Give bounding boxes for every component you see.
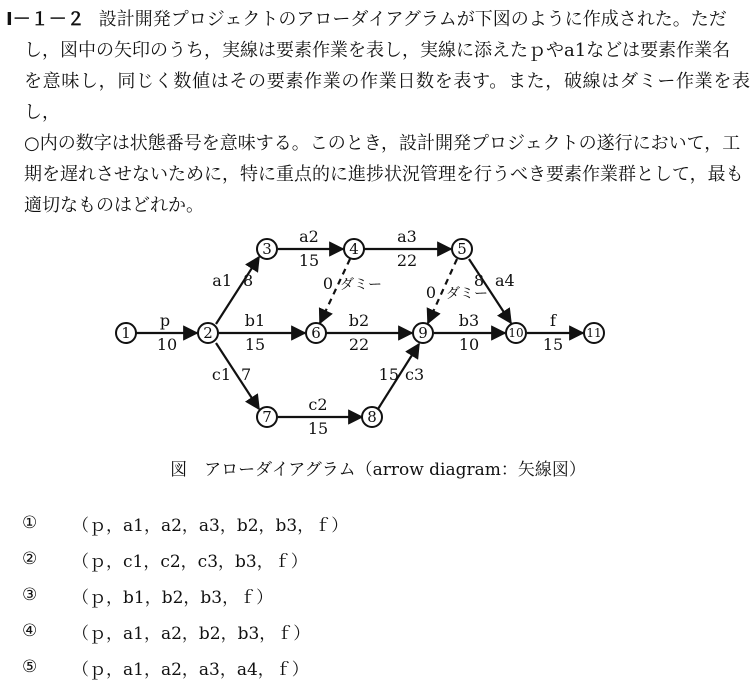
svg-text:5: 5 (457, 240, 467, 258)
option-5[interactable] (22, 649, 722, 685)
node-8 (362, 407, 382, 427)
label-a2-name: a2 (299, 227, 319, 246)
option-1[interactable] (22, 505, 722, 541)
label-f-days: 15 (542, 335, 564, 354)
node-5 (452, 239, 472, 259)
question-line-6: 適切なものはどれか。 (24, 195, 204, 216)
label-a1-name: a1 (212, 271, 232, 290)
option-mark: ④ (22, 621, 38, 641)
question-line-2: し，図中の矢印のうち，実線は要素作業を表し，実線に添えたｐやa1などは要素作業名 (24, 40, 731, 61)
node-3 (257, 239, 277, 259)
arrow-diagram (0, 222, 756, 452)
question-line-5: 期を遅れさせないために，特に重点的に進捗状況管理を行うべき要素作業群として，最も (24, 164, 744, 185)
option-text: （ｐ，a1，a2，b2，b3，ｆ） (72, 623, 311, 644)
option-4[interactable] (22, 613, 722, 649)
diagram-caption: 図 アローダイアグラム（arrow diagram：矢線図） (170, 460, 586, 480)
label-dummy1-text: ダミー (340, 277, 382, 293)
option-mark: ③ (22, 585, 38, 605)
node-1 (116, 323, 136, 343)
svg-text:11: 11 (586, 326, 602, 340)
label-c3-days: 15 (378, 365, 399, 384)
label-c1-name: c1 (211, 365, 231, 384)
label-c2-name: c2 (308, 395, 328, 414)
node-11 (584, 323, 604, 343)
question-number: Ⅰ－１－２ (6, 9, 85, 30)
label-b3-days: 10 (458, 335, 480, 354)
label-c1-days: 7 (241, 365, 252, 384)
label-a3-days: 22 (396, 251, 418, 270)
label-c3-name: c3 (405, 365, 425, 384)
label-b1-days: 15 (244, 335, 266, 354)
label-b1-name: b1 (244, 311, 266, 330)
option-mark: ① (22, 513, 38, 533)
label-a4-name: a4 (495, 271, 515, 290)
svg-text:7: 7 (262, 408, 272, 426)
label-a1-days: 8 (243, 271, 254, 290)
question-line-4: ○内の数字は状態番号を意味する。このとき，設計開発プロジェクトの遂行において，工 (24, 133, 741, 154)
node-4 (344, 239, 364, 259)
label-dummy2-text: ダミー (446, 286, 488, 302)
svg-text:4: 4 (349, 240, 359, 258)
question-line-1: Ⅰ－１－２ 設計開発プロジェクトのアローダイアグラムが下図のように作成された。ただ (6, 9, 727, 30)
option-mark: ② (22, 549, 38, 569)
svg-text:6: 6 (311, 324, 321, 342)
label-b2-days: 22 (348, 335, 370, 354)
label-a2-days: 15 (298, 251, 320, 270)
option-text: （ｐ，a1，a2，a3，a4，ｆ） (72, 659, 309, 680)
svg-text:3: 3 (262, 240, 272, 258)
label-b3-name: b3 (458, 311, 480, 330)
question-text (6, 4, 750, 221)
option-mark: ⑤ (22, 657, 38, 677)
label-a3-name: a3 (397, 227, 417, 246)
label-p-days: 10 (156, 335, 178, 354)
label-dummy2-days: 0 (425, 283, 437, 302)
label-dummy1-days: 0 (322, 274, 334, 293)
svg-text:2: 2 (203, 324, 213, 342)
question-line-3: を意味し，同じく数値はその要素作業の作業日数を表す。また，破線はダミー作業を表し， (24, 71, 750, 123)
option-text: （ｐ，c1，c2，c3，b3，ｆ） (72, 551, 308, 572)
answer-options (22, 505, 722, 685)
node-7 (257, 407, 277, 427)
svg-text:9: 9 (418, 324, 428, 342)
label-f-name: f (550, 311, 556, 330)
option-2[interactable] (22, 541, 722, 577)
option-text: （ｐ，a1，a2，a3，b2，b3，ｆ） (72, 515, 349, 536)
svg-text:8: 8 (367, 408, 377, 426)
label-a4-days: 8 (473, 271, 484, 290)
option-text: （ｐ，b1，b2，b3，ｆ） (72, 587, 274, 608)
label-b2-name: b2 (348, 311, 370, 330)
node-9 (413, 323, 433, 343)
label-c2-days: 15 (307, 419, 329, 438)
svg-text:1: 1 (121, 324, 131, 342)
node-2 (198, 323, 218, 343)
node-6 (306, 323, 326, 343)
option-3[interactable] (22, 577, 722, 613)
node-10 (506, 323, 526, 343)
label-p-name: p (159, 311, 171, 330)
svg-text:10: 10 (508, 326, 524, 340)
